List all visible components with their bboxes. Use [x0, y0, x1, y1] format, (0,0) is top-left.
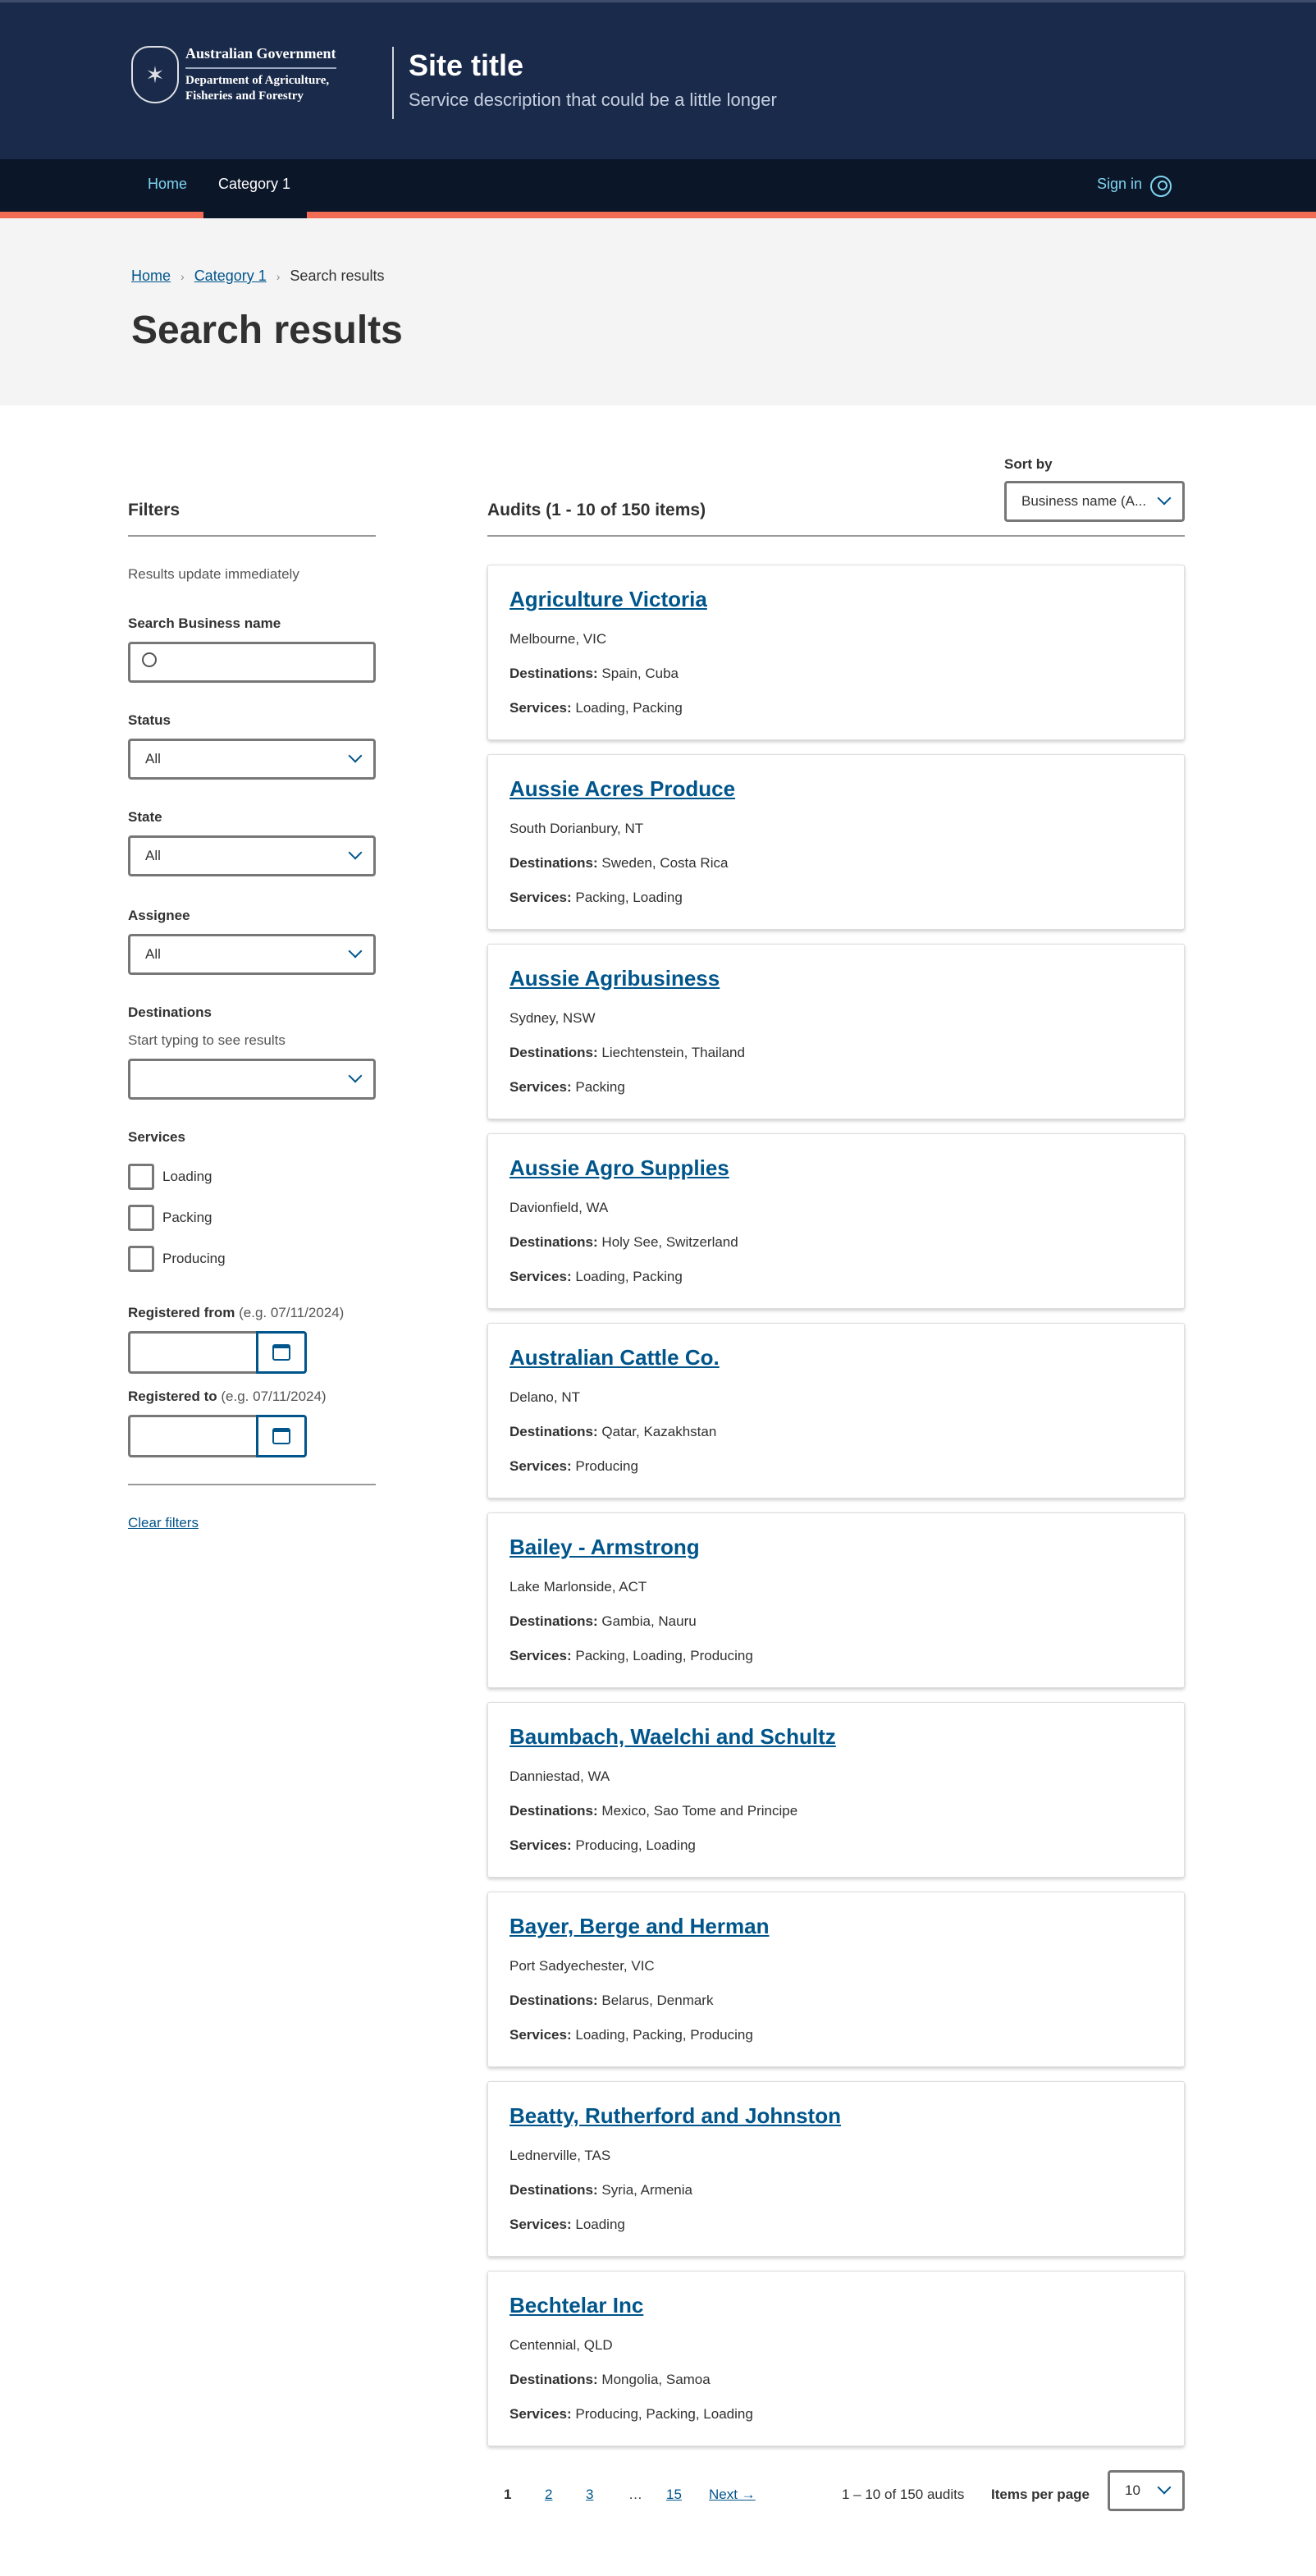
dept-line-2: Fisheries and Forestry — [185, 89, 304, 103]
state-select[interactable] — [128, 835, 376, 876]
result-card — [487, 754, 1185, 930]
location: Danniestad, WA — [509, 1768, 610, 1784]
destinations-label: Destinations: — [509, 1993, 598, 2008]
services-value: Loading, Packing — [575, 1269, 683, 1284]
pagination-ellipsis: … — [628, 2487, 642, 2502]
result-card — [487, 1512, 1185, 1688]
destinations-hint: Start typing to see results — [128, 1032, 286, 1048]
sort-label: Sort by — [1004, 456, 1053, 472]
destinations-label: Destinations: — [509, 2182, 598, 2198]
clear-filters-link[interactable]: Clear filters — [128, 1515, 199, 1531]
destinations-combobox[interactable] — [128, 1059, 376, 1100]
registered-to-label — [128, 1389, 327, 1405]
site-header — [0, 0, 1316, 159]
coat-of-arms-icon: ✶ — [131, 46, 179, 103]
destinations — [509, 666, 679, 682]
registered-from-label — [128, 1305, 344, 1321]
label-text: Registered from — [128, 1305, 235, 1320]
breadcrumb-home[interactable]: Home — [131, 268, 171, 284]
services-label: Services: — [509, 1837, 572, 1853]
result-card — [487, 2271, 1185, 2446]
chevron-down-icon — [1158, 492, 1172, 506]
destinations — [509, 1045, 745, 1061]
checkbox[interactable] — [128, 1246, 154, 1272]
services-label: Services: — [509, 890, 572, 905]
location: South Dorianbury, NT — [509, 821, 644, 836]
items-per-page-select[interactable] — [1108, 2470, 1185, 2511]
services-label: Services: — [509, 1079, 572, 1095]
services — [509, 1079, 625, 1096]
services-value: Loading, Packing — [575, 700, 683, 716]
location: Centennial, QLD — [509, 2337, 613, 2353]
services-label: Services: — [509, 1458, 572, 1474]
destinations-value: Syria, Armenia — [601, 2182, 692, 2198]
registered-from-date — [128, 1331, 307, 1374]
destinations-label: Destinations: — [509, 1803, 598, 1819]
registered-to-date — [128, 1415, 307, 1457]
page-title: Search results — [131, 309, 403, 352]
checkbox-label: Producing — [162, 1251, 226, 1266]
page-3-link[interactable]: 3 — [586, 2487, 594, 2502]
location: Sydney, NSW — [509, 1010, 596, 1026]
services-label: Services: — [509, 2217, 572, 2232]
location: Davionfield, WA — [509, 1200, 609, 1215]
result-card — [487, 1702, 1185, 1878]
business-name-link[interactable]: Bailey - Armstrong — [509, 1535, 700, 1559]
business-name-link[interactable]: Beatty, Rutherford and Johnston — [509, 2103, 841, 2128]
breadcrumb-separator: › — [180, 269, 185, 283]
services — [509, 2406, 753, 2423]
services-label: Services: — [509, 2406, 572, 2422]
business-name-link[interactable]: Bayer, Berge and Herman — [509, 1914, 770, 1938]
destinations-value: Gambia, Nauru — [601, 1613, 697, 1629]
business-name-link[interactable]: Bechtelar Inc — [509, 2293, 644, 2317]
destinations-label: Destinations: — [509, 855, 598, 871]
checkbox[interactable] — [128, 1205, 154, 1231]
calendar-icon — [272, 1344, 290, 1361]
destinations-label: Destinations: — [509, 1234, 598, 1250]
destinations-value: Mexico, Sao Tome and Principe — [601, 1803, 798, 1819]
result-card — [487, 1323, 1185, 1498]
breadcrumb-category-1[interactable]: Category 1 — [194, 268, 267, 284]
destinations-label: Destinations: — [509, 666, 598, 681]
services — [509, 1648, 753, 1664]
assignee-label: Assignee — [128, 908, 190, 923]
business-name-link[interactable]: Agriculture Victoria — [509, 587, 707, 611]
chevron-down-icon — [349, 846, 363, 860]
gov-logo[interactable] — [131, 45, 336, 104]
next-page-link[interactable]: Next → — [709, 2487, 756, 2502]
main-content — [0, 405, 1316, 2576]
chevron-down-icon — [349, 945, 363, 959]
services-label: Services: — [509, 1269, 572, 1284]
search-business-input[interactable] — [128, 642, 376, 683]
search-label: Search Business name — [128, 615, 281, 631]
checkbox-label: Packing — [162, 1210, 212, 1225]
destinations — [509, 2182, 692, 2199]
services — [509, 700, 683, 716]
result-card — [487, 565, 1185, 740]
destinations — [509, 855, 728, 872]
destinations — [509, 1803, 797, 1819]
location: Lednerville, TAS — [509, 2148, 611, 2163]
registered-to-input[interactable] — [128, 1415, 256, 1457]
site-title[interactable]: Site title — [409, 48, 524, 82]
date-format-hint: (e.g. 07/11/2024) — [221, 1389, 327, 1404]
services — [509, 890, 683, 906]
services-label: Services — [128, 1129, 185, 1145]
services-checkbox-packing[interactable] — [128, 1205, 212, 1231]
calendar-button[interactable] — [256, 1415, 307, 1457]
filters-note: Results update immediately — [128, 566, 299, 582]
business-name-link[interactable]: Aussie Agribusiness — [509, 966, 720, 991]
dept-line-1: Department of Agriculture, — [185, 74, 330, 87]
services-value: Packing — [575, 1079, 625, 1095]
breadcrumb-separator: › — [276, 269, 281, 283]
status-label: Status — [128, 712, 171, 728]
status-select[interactable] — [128, 739, 376, 780]
nav-home[interactable]: Home — [148, 176, 188, 192]
page-1-current: 1 — [504, 2487, 512, 2502]
services — [509, 1837, 696, 1854]
destinations-label: Destinations — [128, 1004, 212, 1020]
status-value: All — [145, 751, 161, 766]
result-card — [487, 1892, 1185, 2067]
destinations-label: Destinations: — [509, 2372, 598, 2387]
breadcrumb-current: Search results — [290, 268, 385, 284]
divider — [128, 1484, 376, 1485]
main-nav — [0, 159, 1316, 212]
result-card — [487, 2081, 1185, 2257]
search-icon — [142, 652, 157, 667]
calendar-icon — [272, 1428, 290, 1444]
services-value: Loading — [575, 2217, 625, 2232]
sign-in-link[interactable]: Sign in — [1096, 176, 1142, 192]
destinations — [509, 1993, 713, 2009]
page-2-link[interactable]: 2 — [545, 2487, 553, 2502]
destinations — [509, 1424, 716, 1440]
services-checkbox-producing[interactable] — [128, 1246, 226, 1272]
chevron-down-icon — [349, 1069, 363, 1083]
items-per-page-label: Items per page — [991, 2487, 1090, 2502]
destinations-label: Destinations: — [509, 1045, 598, 1060]
label-text: Registered to — [128, 1389, 217, 1404]
result-card — [487, 1133, 1185, 1309]
services-value: Packing, Loading — [575, 890, 683, 905]
chevron-down-icon — [349, 749, 363, 763]
state-value: All — [145, 848, 161, 863]
destinations-value: Belarus, Denmark — [601, 1993, 714, 2008]
state-label: State — [128, 809, 162, 825]
assignee-select[interactable] — [128, 934, 376, 975]
nav-category-1[interactable]: Category 1 — [218, 176, 291, 192]
registered-from-input[interactable] — [128, 1331, 256, 1374]
results-summary: 1 – 10 of 150 audits — [842, 2487, 965, 2502]
business-name-link[interactable]: Aussie Acres Produce — [509, 776, 736, 801]
nav-accent-bar — [0, 212, 1316, 218]
active-nav-indicator — [203, 212, 307, 218]
destinations — [509, 1613, 697, 1630]
calendar-button[interactable] — [256, 1331, 307, 1374]
filters-heading: Filters — [128, 501, 180, 519]
location: Melbourne, VIC — [509, 631, 607, 647]
divider — [128, 535, 376, 537]
services-label: Services: — [509, 2027, 572, 2043]
page-15-link[interactable]: 15 — [666, 2487, 682, 2502]
destinations-label: Destinations: — [509, 1613, 598, 1629]
assignee-value: All — [145, 946, 161, 962]
divider — [487, 535, 1185, 537]
user-icon[interactable] — [1150, 176, 1172, 197]
destinations-value: Holy See, Switzerland — [601, 1234, 738, 1250]
chevron-down-icon — [1158, 2481, 1172, 2495]
gov-name: Australian Government — [185, 45, 336, 69]
destinations-value: Mongolia, Samoa — [601, 2372, 711, 2387]
services — [509, 2217, 625, 2233]
sort-value: Business name (A... — [1021, 493, 1147, 509]
sort-select[interactable] — [1004, 481, 1185, 522]
date-format-hint: (e.g. 07/11/2024) — [239, 1305, 345, 1320]
destinations — [509, 2372, 711, 2388]
breadcrumb — [131, 268, 1316, 285]
destinations-label: Destinations: — [509, 1424, 598, 1439]
services — [509, 2027, 753, 2043]
location: Delano, NT — [509, 1389, 580, 1405]
location: Port Sadyechester, VIC — [509, 1958, 655, 1974]
services-label: Services: — [509, 700, 572, 716]
services-value: Loading, Packing, Producing — [575, 2027, 753, 2043]
divider — [392, 47, 394, 119]
destinations-value: Sweden, Costa Rica — [601, 855, 729, 871]
business-name-link[interactable]: Baumbach, Waelchi and Schultz — [509, 1724, 836, 1749]
services — [509, 1269, 683, 1285]
location: Lake Marlonside, ACT — [509, 1579, 647, 1595]
destinations-value: Spain, Cuba — [601, 666, 679, 681]
services-value: Producing, Packing, Loading — [575, 2406, 753, 2422]
destinations-value: Qatar, Kazakhstan — [601, 1424, 717, 1439]
results-heading: Audits (1 - 10 of 150 items) — [487, 501, 706, 519]
destinations — [509, 1234, 738, 1251]
per-page-value: 10 — [1125, 2482, 1140, 2498]
services-checkbox-loading[interactable] — [128, 1164, 212, 1190]
services-value: Producing — [575, 1458, 638, 1474]
service-description: Service description that could be a little longer — [409, 89, 777, 110]
services-value: Packing, Loading, Producing — [575, 1648, 753, 1663]
business-name-link[interactable]: Aussie Agro Supplies — [509, 1155, 729, 1180]
destinations-value: Liechtenstein, Thailand — [601, 1045, 745, 1060]
page-hero — [0, 218, 1316, 405]
services — [509, 1458, 638, 1475]
checkbox-label: Loading — [162, 1169, 212, 1184]
services-label: Services: — [509, 1648, 572, 1663]
result-card — [487, 944, 1185, 1119]
services-value: Producing, Loading — [575, 1837, 696, 1853]
business-name-link[interactable]: Australian Cattle Co. — [509, 1345, 720, 1370]
checkbox[interactable] — [128, 1164, 154, 1190]
